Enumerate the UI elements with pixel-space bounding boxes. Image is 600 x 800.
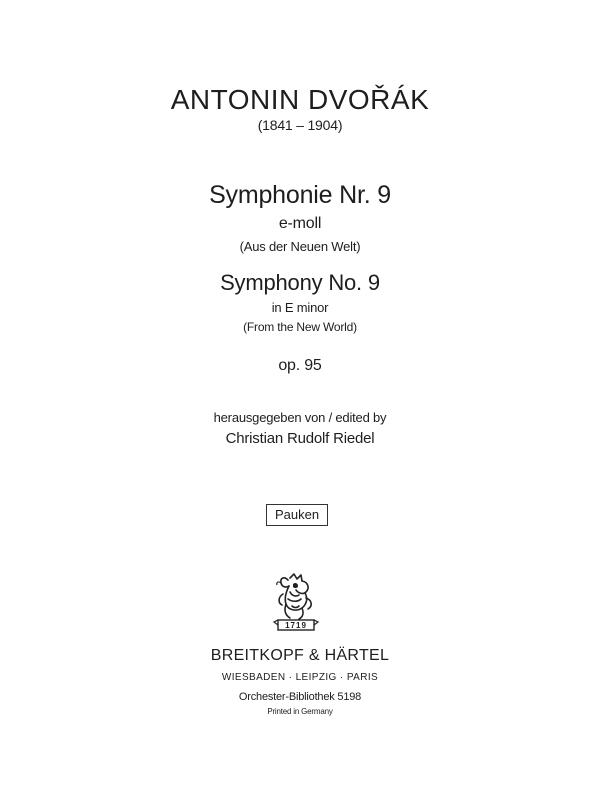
- series-number: Orchester-Bibliothek 5198: [238, 691, 362, 703]
- editor-label: herausgegeben von / edited by: [213, 410, 387, 425]
- work-title-german: Symphonie Nr. 9: [209, 181, 391, 209]
- publisher-emblem-icon: [266, 572, 326, 638]
- composer-dates: (1841 – 1904): [257, 117, 343, 133]
- logo-year-text: 1719: [285, 621, 307, 630]
- publisher-cities: WIESBADEN · LEIPZIG · PARIS: [221, 672, 379, 683]
- work-subtitle-german: (Aus der Neuen Welt): [239, 239, 361, 254]
- work-title-english: Symphony No. 9: [220, 270, 380, 295]
- work-key-english: in E minor: [271, 300, 329, 315]
- publisher-name: BREITKOPF & HÄRTEL: [210, 647, 390, 664]
- printed-in: Printed in Germany: [267, 707, 333, 716]
- opus-number: op. 95: [278, 357, 322, 374]
- instrument-part-label: Pauken: [266, 504, 328, 526]
- composer-name: ANTONIN DVOŘÁK: [170, 84, 430, 115]
- editor-name: Christian Rudolf Riedel: [225, 430, 375, 447]
- work-key-german: e-moll: [278, 215, 322, 232]
- work-subtitle-english: (From the New World): [243, 320, 357, 334]
